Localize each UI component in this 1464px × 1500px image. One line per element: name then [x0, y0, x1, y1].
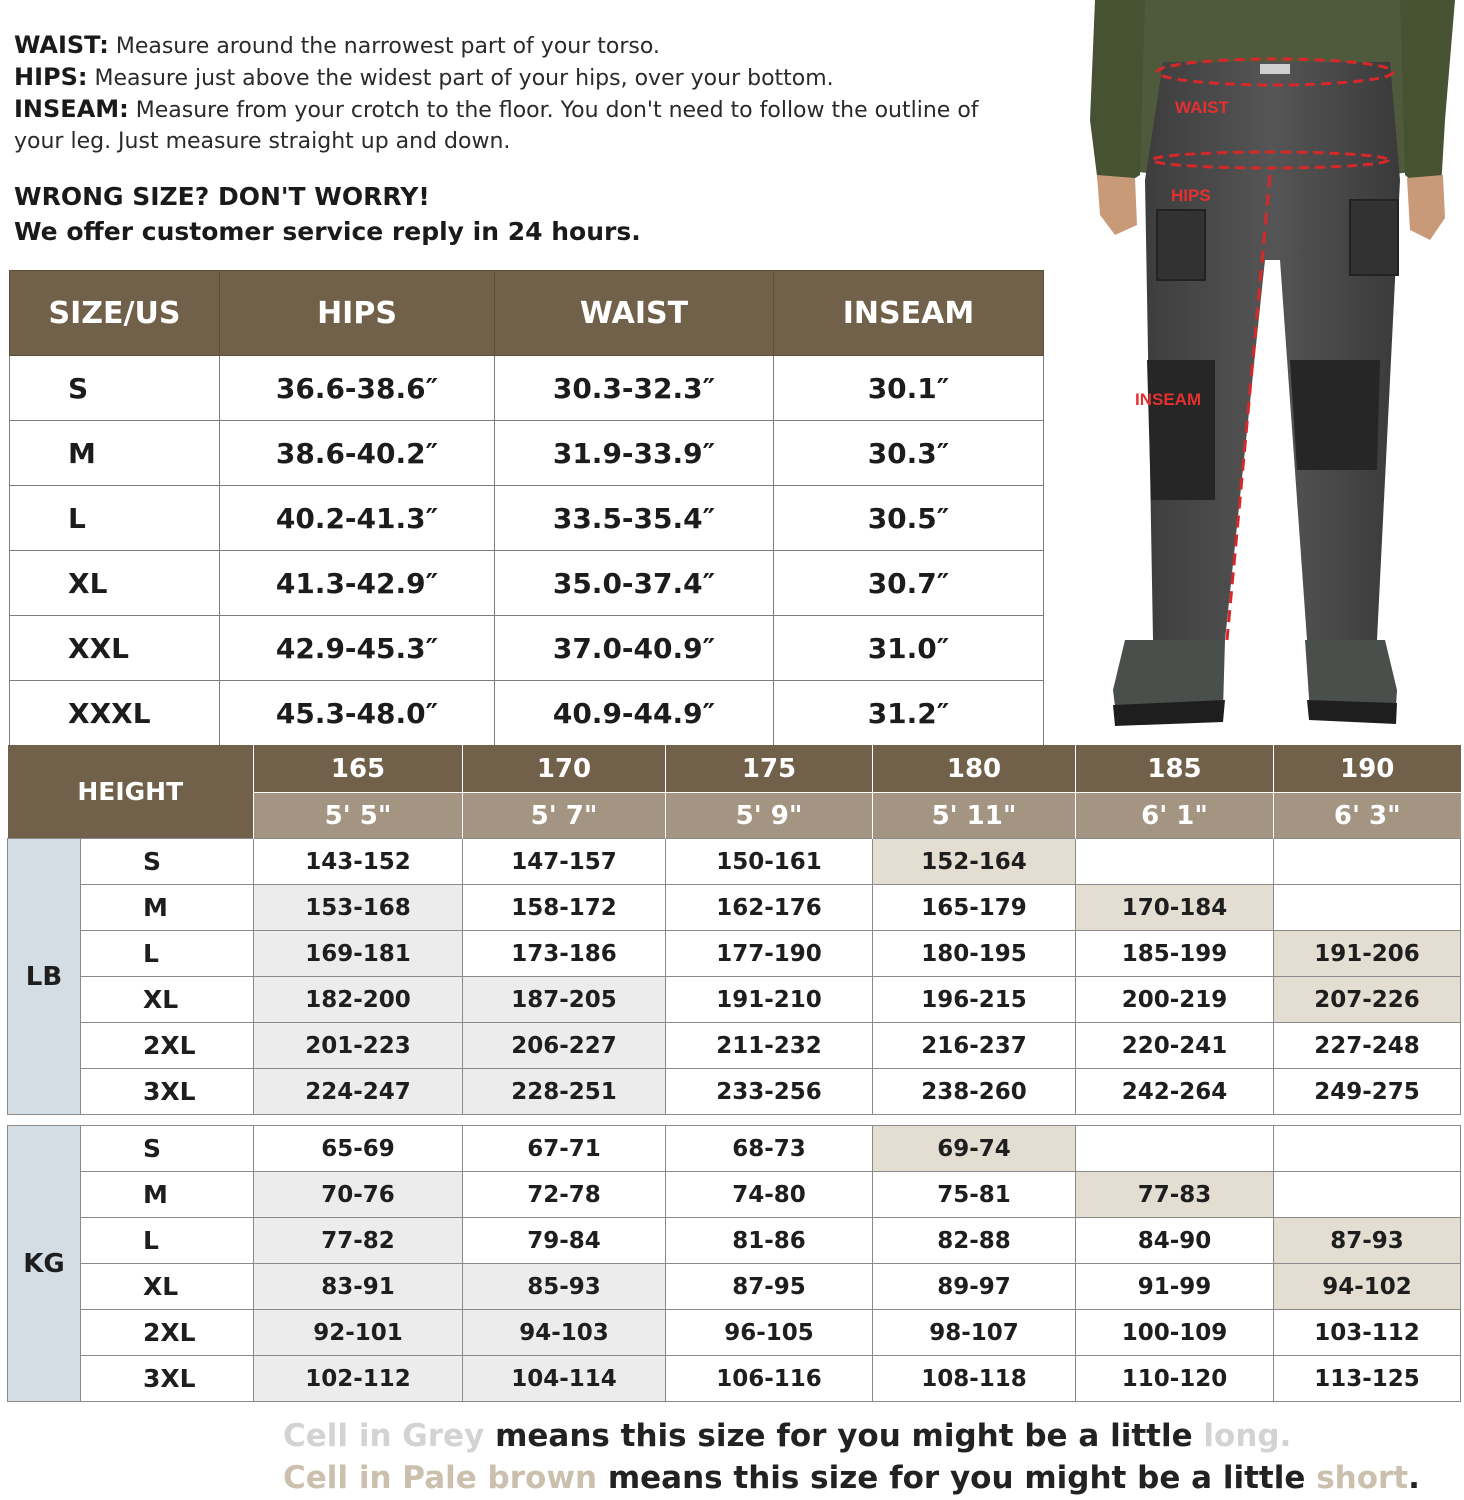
weight-cell: 72-78 — [463, 1172, 666, 1218]
weight-cell: 227-248 — [1274, 1023, 1461, 1069]
weight-cell: 206-227 — [463, 1023, 666, 1069]
height-cm: 175 — [666, 745, 873, 793]
table-row — [8, 1069, 1461, 1115]
height-ft: 5' 5" — [254, 793, 463, 839]
table-row — [8, 1310, 1461, 1356]
inseam-instruction: INSEAM: Measure from your crotch to the floor. You don't need to follow the outline of your leg. Just measure straight up and down. — [14, 95, 979, 154]
size-cell: XL — [10, 551, 220, 616]
col-waist: WAIST — [495, 271, 774, 356]
weight-cell: 106-116 — [666, 1356, 873, 1402]
weight-cell: 177-190 — [666, 931, 873, 977]
weight-cell: 94-102 — [1274, 1264, 1461, 1310]
weight-cell: 104-114 — [463, 1356, 666, 1402]
height-cm-row — [8, 745, 1461, 793]
table-row — [10, 421, 1044, 486]
weight-cell: 94-103 — [463, 1310, 666, 1356]
waist-cell: 37.0-40.9″ — [495, 616, 774, 681]
weight-cell: 100-109 — [1076, 1310, 1274, 1356]
inseam-cell: 30.7″ — [774, 551, 1044, 616]
table-row — [8, 1172, 1461, 1218]
weight-cell: 211-232 — [666, 1023, 873, 1069]
waist-instruction: WAIST: Measure around the narrowest part of your torso. — [14, 31, 660, 59]
size-cell: M — [10, 421, 220, 486]
waist-cell: 33.5-35.4″ — [495, 486, 774, 551]
weight-cell: 77-83 — [1076, 1172, 1274, 1218]
weight-cell: 96-105 — [666, 1310, 873, 1356]
weight-cell — [1274, 885, 1461, 931]
height-weight-table-kg — [7, 1125, 1461, 1402]
weight-cell: 87-93 — [1274, 1218, 1461, 1264]
weight-cell: 233-256 — [666, 1069, 873, 1115]
weight-cell: 91-99 — [1076, 1264, 1274, 1310]
weight-cell: 147-157 — [463, 839, 666, 885]
pants — [1145, 62, 1400, 640]
hips-cell: 38.6-40.2″ — [220, 421, 495, 486]
weight-cell — [1274, 1126, 1461, 1172]
size-cell: XXXL — [10, 681, 220, 746]
col-inseam: INSEAM — [774, 271, 1044, 356]
weight-cell: 169-181 — [254, 931, 463, 977]
weight-cell: 75-81 — [873, 1172, 1076, 1218]
weight-cell: 89-97 — [873, 1264, 1076, 1310]
size-cell: S — [10, 356, 220, 421]
figure-label-waist: WAIST — [1175, 98, 1229, 117]
table-row — [10, 616, 1044, 681]
weight-cell: 82-88 — [873, 1218, 1076, 1264]
height-ft: 6' 3" — [1274, 793, 1461, 839]
height-cm: 170 — [463, 745, 666, 793]
inseam-cell: 30.1″ — [774, 356, 1044, 421]
weight-cell: 143-152 — [254, 839, 463, 885]
weight-cell: 81-86 — [666, 1218, 873, 1264]
left-hand — [1097, 175, 1137, 235]
weight-cell: 150-161 — [666, 839, 873, 885]
height-ft: 6' 1" — [1076, 793, 1274, 839]
figure-label-inseam: INSEAM — [1135, 390, 1202, 409]
size-cell: M — [81, 1172, 254, 1218]
weight-cell: 92-101 — [254, 1310, 463, 1356]
weight-cell: 207-226 — [1274, 977, 1461, 1023]
size-cell: S — [81, 1126, 254, 1172]
weight-cell: 108-118 — [873, 1356, 1076, 1402]
waist-cell: 40.9-44.9″ — [495, 681, 774, 746]
size-cell: L — [81, 1218, 254, 1264]
table-row — [8, 839, 1461, 885]
weight-cell: 102-112 — [254, 1356, 463, 1402]
measuring-instructions — [14, 30, 1054, 249]
color-legend — [283, 1415, 1420, 1499]
table-row — [8, 1023, 1461, 1069]
figure-label-hips: HIPS — [1171, 186, 1211, 205]
weight-cell — [1076, 839, 1274, 885]
weight-cell: 70-76 — [254, 1172, 463, 1218]
weight-cell: 182-200 — [254, 977, 463, 1023]
waist-cell: 31.9-33.9″ — [495, 421, 774, 486]
weight-cell: 68-73 — [666, 1126, 873, 1172]
weight-cell: 187-205 — [463, 977, 666, 1023]
weight-cell: 201-223 — [254, 1023, 463, 1069]
weight-cell: 165-179 — [873, 885, 1076, 931]
waist-cell: 35.0-37.4″ — [495, 551, 774, 616]
height-cm: 190 — [1274, 745, 1461, 793]
weight-cell: 84-90 — [1076, 1218, 1274, 1264]
weight-cell: 191-210 — [666, 977, 873, 1023]
unit-label-kg: KG — [8, 1126, 81, 1402]
hips-cell: 40.2-41.3″ — [220, 486, 495, 551]
size-cell: 3XL — [81, 1069, 254, 1115]
weight-cell: 170-184 — [1076, 885, 1274, 931]
size-cell: XL — [81, 1264, 254, 1310]
table-row — [8, 931, 1461, 977]
legend-grey: Cell in Grey means this size for you might be a little long. — [283, 1418, 1292, 1454]
size-cell: 3XL — [81, 1356, 254, 1402]
weight-cell: 196-215 — [873, 977, 1076, 1023]
weight-cell: 153-168 — [254, 885, 463, 931]
size-cell: XXL — [10, 616, 220, 681]
hips-cell: 45.3-48.0″ — [220, 681, 495, 746]
weight-cell: 83-91 — [254, 1264, 463, 1310]
weight-cell: 180-195 — [873, 931, 1076, 977]
size-cell: L — [81, 931, 254, 977]
inseam-cell: 31.0″ — [774, 616, 1044, 681]
table-row — [8, 885, 1461, 931]
weight-cell: 162-176 — [666, 885, 873, 931]
inseam-cell: 30.3″ — [774, 421, 1044, 486]
model-figure — [1085, 0, 1460, 740]
weight-cell: 191-206 — [1274, 931, 1461, 977]
weight-cell: 152-164 — [873, 839, 1076, 885]
weight-cell: 113-125 — [1274, 1356, 1461, 1402]
inseam-cell: 31.2″ — [774, 681, 1044, 746]
height-ft: 5' 11" — [873, 793, 1076, 839]
weight-cell: 79-84 — [463, 1218, 666, 1264]
weight-cell: 216-237 — [873, 1023, 1076, 1069]
weight-cell: 87-95 — [666, 1264, 873, 1310]
weight-cell: 65-69 — [254, 1126, 463, 1172]
size-cell: XL — [81, 977, 254, 1023]
hips-cell: 41.3-42.9″ — [220, 551, 495, 616]
weight-cell: 220-241 — [1076, 1023, 1274, 1069]
weight-cell: 173-186 — [463, 931, 666, 977]
size-table-header — [10, 271, 1044, 356]
table-row — [8, 977, 1461, 1023]
hips-cell: 42.9-45.3″ — [220, 616, 495, 681]
height-weight-table-lb — [7, 745, 1461, 1115]
height-cm: 180 — [873, 745, 1076, 793]
size-cell: L — [10, 486, 220, 551]
weight-cell: 110-120 — [1076, 1356, 1274, 1402]
col-hips: HIPS — [220, 271, 495, 356]
weight-cell: 67-71 — [463, 1126, 666, 1172]
height-ft: 5' 9" — [666, 793, 873, 839]
weight-cell: 200-219 — [1076, 977, 1274, 1023]
height-corner: HEIGHT — [8, 745, 254, 839]
weight-cell — [1076, 1126, 1274, 1172]
hips-cell: 36.6-38.6″ — [220, 356, 495, 421]
table-row — [8, 1218, 1461, 1264]
height-ft: 5' 7" — [463, 793, 666, 839]
size-cell: 2XL — [81, 1310, 254, 1356]
weight-cell: 98-107 — [873, 1310, 1076, 1356]
weight-cell: 158-172 — [463, 885, 666, 931]
weight-cell: 249-275 — [1274, 1069, 1461, 1115]
table-row — [8, 1264, 1461, 1310]
table-row — [10, 486, 1044, 551]
table-row — [10, 681, 1044, 746]
service-note: WRONG SIZE? DON'T WORRY! We offer customer service reply in 24 hours. — [14, 182, 641, 246]
weight-cell: 69-74 — [873, 1126, 1076, 1172]
right-hand — [1407, 175, 1445, 240]
hips-instruction: HIPS: Measure just above the widest part of your hips, over your bottom. — [14, 63, 834, 91]
table-row — [10, 356, 1044, 421]
weight-cell: 85-93 — [463, 1264, 666, 1310]
weight-cell: 224-247 — [254, 1069, 463, 1115]
size-cell: 2XL — [81, 1023, 254, 1069]
size-cell: S — [81, 839, 254, 885]
weight-cell: 228-251 — [463, 1069, 666, 1115]
weight-cell: 185-199 — [1076, 931, 1274, 977]
weight-cell: 77-82 — [254, 1218, 463, 1264]
size-table — [9, 270, 1044, 746]
table-row — [8, 1126, 1461, 1172]
inseam-cell: 30.5″ — [774, 486, 1044, 551]
unit-label-lb: LB — [8, 839, 81, 1115]
height-cm: 165 — [254, 745, 463, 793]
size-cell: M — [81, 885, 254, 931]
table-row — [8, 1356, 1461, 1402]
waist-cell: 30.3-32.3″ — [495, 356, 774, 421]
legend-pale-brown: Cell in Pale brown means this size for you might be a little short. — [283, 1460, 1420, 1496]
weight-cell — [1274, 839, 1461, 885]
weight-cell: 74-80 — [666, 1172, 873, 1218]
weight-cell: 242-264 — [1076, 1069, 1274, 1115]
table-row — [10, 551, 1044, 616]
weight-cell — [1274, 1172, 1461, 1218]
weight-cell: 238-260 — [873, 1069, 1076, 1115]
height-cm: 185 — [1076, 745, 1274, 793]
weight-cell: 103-112 — [1274, 1310, 1461, 1356]
col-size: SIZE/US — [10, 271, 220, 356]
